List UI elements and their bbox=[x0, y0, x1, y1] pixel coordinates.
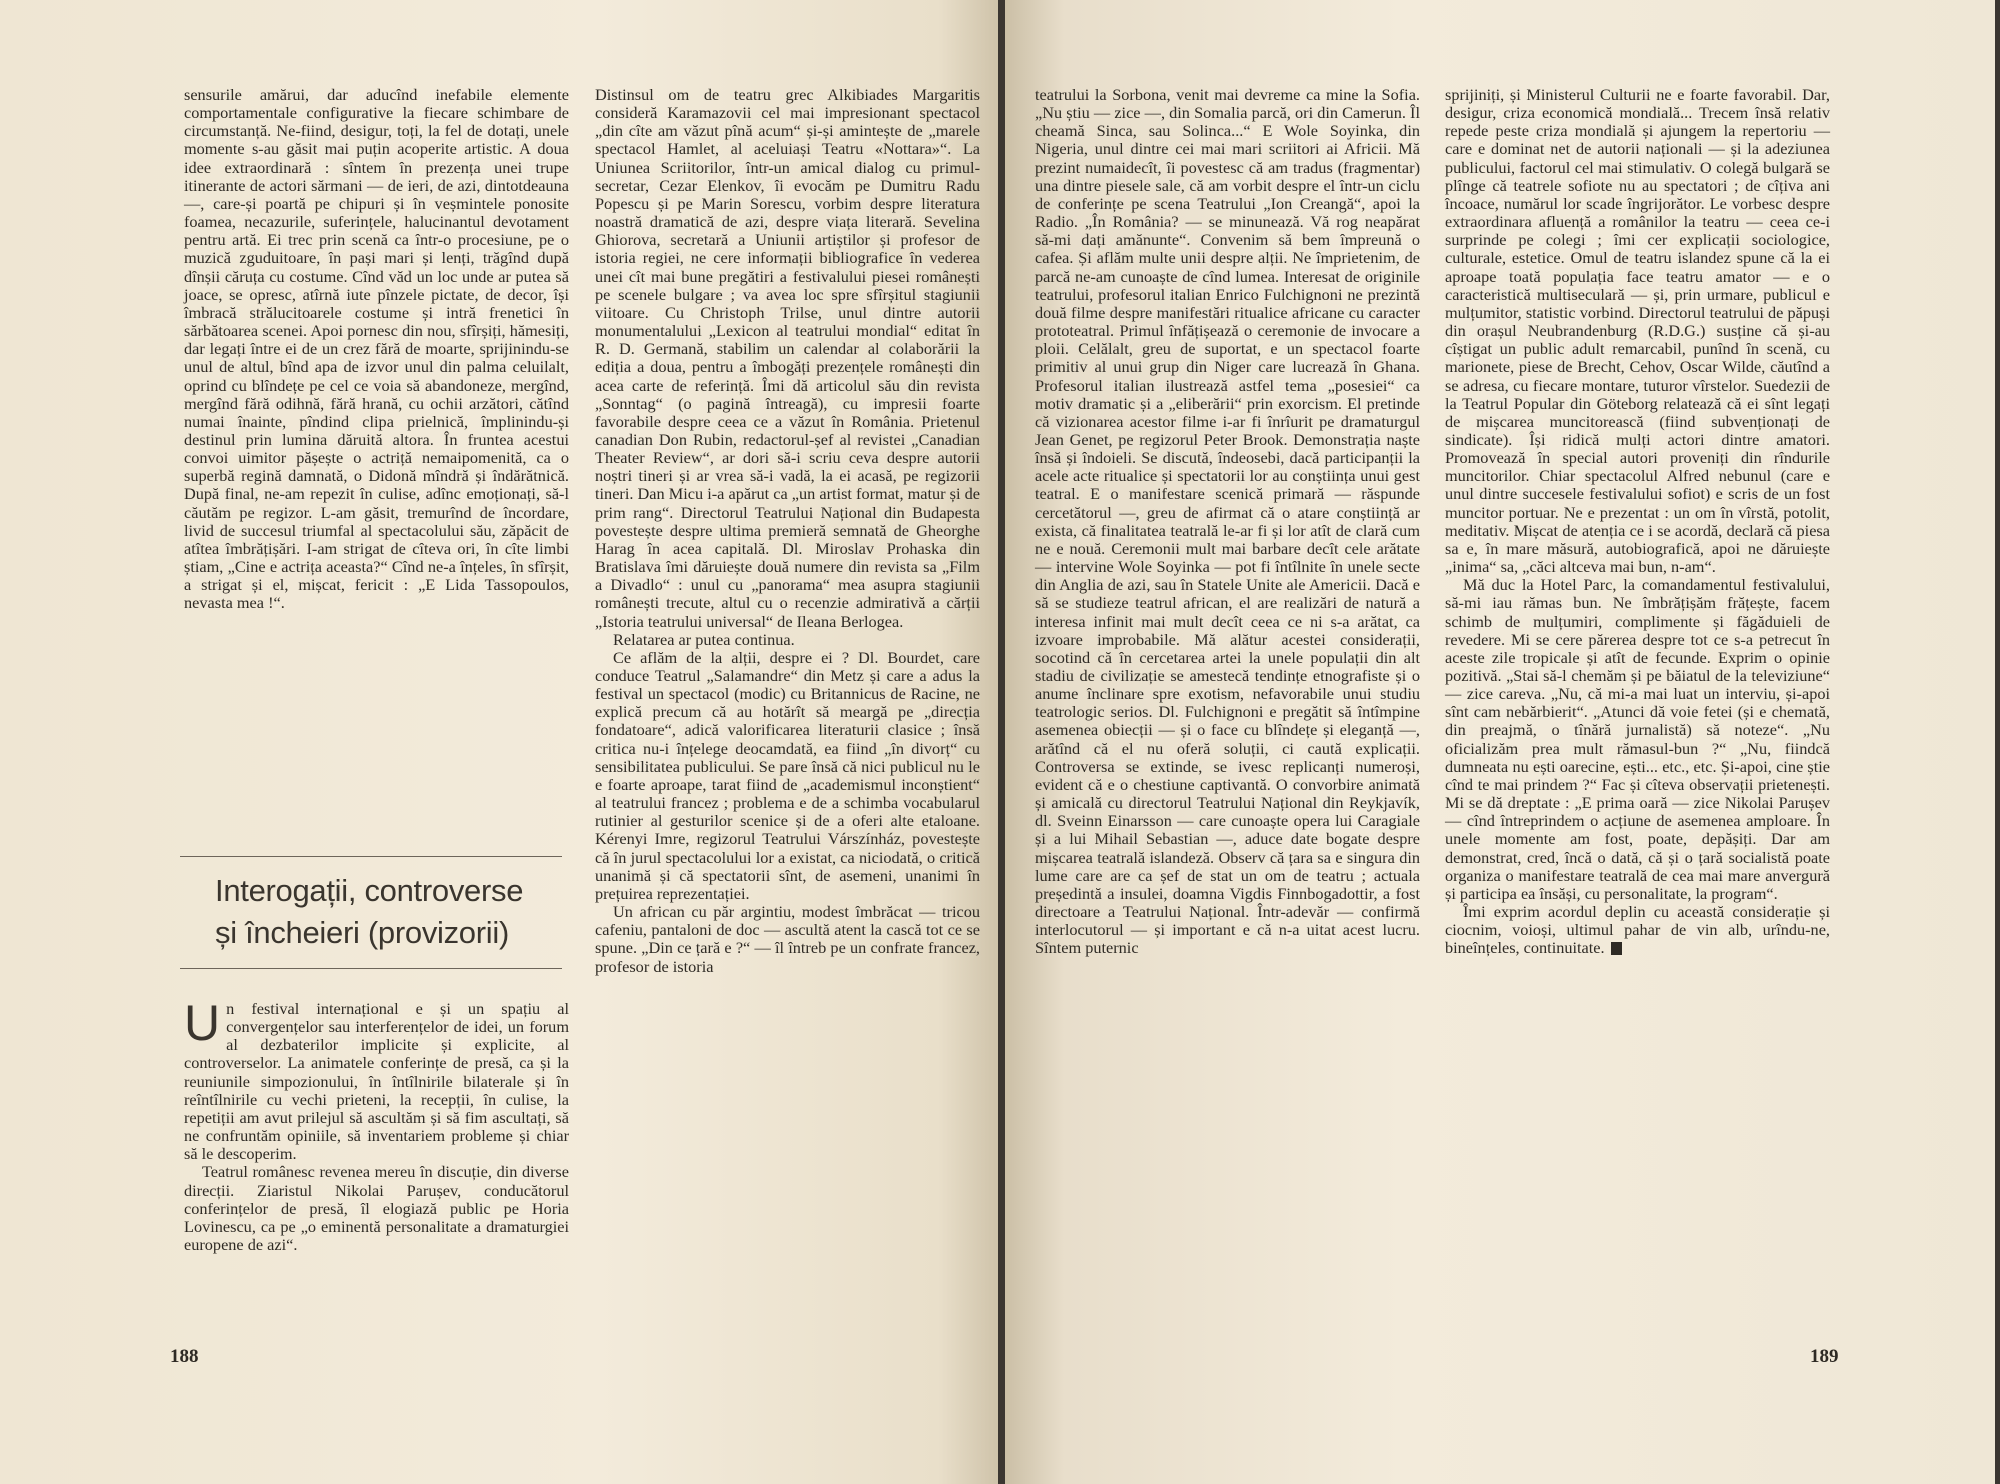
section-rule-bottom bbox=[180, 968, 562, 969]
left-column-2 bbox=[595, 86, 980, 976]
paragraph bbox=[184, 995, 569, 1164]
paragraph: sprijiniți, și Ministerul Culturii ne e foarte favorabil. Dar, desigur, criza economică mondială... Trecem însă relativ repede peste criza mondială și ajungem la repertoriu — care e dominat net de autorii naționali — și la adeziunea publicului, factorul cel mai stimulativ. O colegă bulgară se plînge că teatrele sofiote nu au spectatori ; de cîțiva ani încoace, numărul lor scade îngrijorător. Le vorbesc despre extraordinara afluență a românilor la teatru — ceea ce-i surprinde pe colegi ; îmi cer explicații sociologice, culturale, estetice. Omul de teatru islandez spune că la ei aproape toată populația face teatru amator — e o caracteristică multiseculară — și, prin urmare, publicul e mulțumitor, statistic vorbind. Directorul teatrului de păpuși din orașul Neubrandenburg (R.D.G.) susține că și-au cîștigat un public adult remarcabil, punînd în scenă, cu marionete, piese de Brecht, Cehov, Oscar Wilde, căutînd a se adresa, cu fiecare montare, tuturor vîrstelor. Suedezii de la Teatrul Popular din Göteborg relatează că ei sînt legați de mișcarea muncitorească (fiind subvenționați de sindicate). Își ridică mulți actori dintre amatori. Promovează în special autori proveniți din rîndurile muncitorilor. Chiar spectacolul Alfred nebunul (care e unul dintre succesele festivalului sofiot) e scris de un fost muncitor portuar. Ne e prezentat : un om în vîrstă, potolit, meditativ. Mișcat de atenția ce i se acordă, declară că piesa sa e, în mare măsură, autobiografică, apoi ne dăruiește „inima“ sa, „căci altceva mai bun, n-am“. bbox=[1445, 85, 1830, 577]
paragraph: Un african cu păr argintiu, modest îmbrăcat — tricou cafeniu, pantaloni de doc — ascultă atent la cască tot ce se spune. „Din ce țară e ?“ — îl întreb pe un confrate francez, profesor de istoria bbox=[595, 902, 980, 976]
paragraph bbox=[1445, 903, 1830, 957]
paragraph: teatrului la Sorbona, venit mai devreme ca mine la Sofia. „Nu știu — zice —, din Somalia parcă, ori din Camerun. Îl cheamă Sinca, sau Solinca...“ E Wole Soyinka, din Nigeria, unul dintre cei mai mari scriitori ai Africii. Mă prezint numaidecît, îi povestesc că am tradus (fragmentar) una dintre piesele sale, că am vorbit despre el într-un ciclu de conferințe pe scena Teatrului „Ion Creangă“, apoi la Radio. „În România? — se minunează. Vă rog neapărat să-mi dați amănunte“. Convenim să bem împreună o cafea. Și aflăm multe unii despre alții. Ne împrietenim, de parcă ne-am cunoaște de cînd lumea. Interesat de originile teatrului, profesorul italian Enrico Fulchignoni ne prezintă două filme despre manifestări ritualice africane cu caracter prototeatral. Primul înfățișează o ceremonie de invocare a ploii. Celălalt, greu de suportat, e un spectacol foarte primitiv al unui grup din Niger care lucrează în Ghana. Profesorul italian ilustrează astfel tema „posesiei“ ca motiv dramatic și a „eliberării“ prin exorcism. El pretinde că vizionarea acestor filme i-ar fi înrîurit pe dramaturgul Jean Genet, pe regizorul Peter Brook. Demonstrația naște însă și îndoieli. Se discută, îndeosebi, dacă participanții la acele acte ritualice și spectatorii lor au conștiința unui gest teatral. E o manifestare scenică primară — răspunde cercetătorul —, greu de afirmat că o atare conștiință ar exista, că finalitatea teatrală le-ar fi și lor atît de clară cum ne e nouă. Ceremonii mult mai barbare decît cele arătate — intervine Wole Soyinka — pot fi întîlnite în unele secte din Anglia de azi, sau în Statele Unite ale Americii. Dacă e să se studieze teatrul african, el are realizări de natură a interesa infinit mai mult decît ceea ce ni s-a arătat, ca izvoare improbabile. Mă alătur acestei considerații, socotind că în cercetarea artei la unele populații din alt stadiu de civilizație se amestecă tendințe etnografiste și o anume înclinare spre exotism, nefavorabile unui studiu teatrologic serios. Dl. Fulchignoni e pregătit să întîmpine asemenea obiecții — și o face cu blîndețe și eleganță —, arătînd că el nu oferă soluții, ci caută explicații. Controversa se extinde, se ivesc replicanți numeroși, evident că e o chestiune captivantă. O convorbire animată și amicală cu directorul Teatrului Național din Reykjavík, dl. Sveinn Einarsson — care cunoaște opera lui Caragiale și a lui Mihail Sebastian —, aduce date bogate despre mișcarea teatrală islandeză. Observ că țara sa e singura din lume care are ca șef de stat un om de teatru ; actuala președintă a insulei, doamna Vigdis Finnbogadottir, a fost directoare a Teatrului Național. Într-adevăr — confirmă interlocutorul — și important e că n-a uitat acest lucru. Sîntem puternic bbox=[1035, 85, 1420, 958]
right-column-1 bbox=[1035, 86, 1420, 958]
end-mark-icon bbox=[1611, 942, 1622, 955]
left-column-1 bbox=[184, 86, 569, 613]
drop-cap: U bbox=[184, 995, 221, 1051]
section-rule-top bbox=[180, 856, 562, 857]
left-column-1-section bbox=[184, 995, 569, 1255]
paragraph: Ce aflăm de la alții, despre ei ? Dl. Bourdet, care conduce Teatrul „Salamandre“ din Metz și care a adus la festival un spectacol (modic) cu Britannicus de Racine, ne explică precum că au hotărît să meargă pe „direcția fondatoare“, adică valorificarea literaturii clasice ; însă critica nu-i înțelege deocamdată, ea fiind „în divorț“ cu sensibilitatea publicului. Se pare însă că nici publicul nu le e foarte aproape, tarat fiind de „academismul inconștient“ al teatrului francez ; problema e de a schimba vocabularul rutinier al gesturilor scenice și de a oferi alte etaloane. Kérenyi Imre, regizorul Teatrului Várszínház, povestește că în jurul spectacolului lor a existat, ca niciodată, o critică unanimă și că spectatorii sînt, de asemeni, unanimi în prețuirea reprezentației. bbox=[595, 647, 980, 903]
paragraph: Teatrul românesc revenea mereu în discuție, din diverse direcții. Ziaristul Nikolai Parușev, conducătorul conferințelor de presă, îl elogiază public pe Horia Lovinescu, ca pe „o eminentă personalitate a dramaturgiei europene de azi“. bbox=[184, 1162, 569, 1255]
right-column-2 bbox=[1445, 86, 1830, 958]
paragraph: Distinsul om de teatru grec Alkibiades Margaritis consideră Karamazovii cel mai impresionant spectacol „din cîte am văzut pînă acum“ și-și amintește de „marele spectacol Hamlet, al aceluiași Teatru «Nottara»“. La Uniunea Scriitorilor, într-un amical dialog cu primul-secretar, Cezar Elenkov, îi evocăm pe Dumitru Radu Popescu și pe Marin Sorescu, vorbim despre literatura noastră dramatică de azi, despre viața literară. Sevelina Ghiorova, secretară a Uniunii artiștilor și profesor de istoria regiei, ne cere informații bibliografice în vederea unei cît mai bune pregătiri a festivalului piesei românești pe scenele bulgare ; va avea loc spre sfîrșitul stagiunii viitoare. Cu Christoph Trilse, unul dintre autorii monumentalului „Lexicon al teatrului mondial“ editat în R. D. Germană, stabilim un calendar al colaborării la ediția a doua, pentru a îmbogăți prezențele românești din acea carte de referință. Îmi dă articolul său din revista „Sonntag“ (o pagină întreagă), cu impresii foarte favorabile despre ceea ce a văzut în România. Prietenul canadian Don Rubin, redactorul-șef al revistei „Canadian Theater Review“, ar dori să-i scriu ceva despre autorii noștri tineri și ar vrea să-i vadă, la ei acasă, pe regizorii tineri. Dan Micu i-a apărut ca „un artist format, matur și de prim rang“. Directorul Teatrului Național din Budapesta povestește despre ultima premieră semnată de Gheorghe Harag în acea capitală. Dl. Miroslav Prohaska din Bratislava îmi dăruiește două numere din revista sa „Film a Divadlo“ : unul cu „panorama“ mea asupra stagiunii românești trecute, altul cu o recenzie admirativă a cărții „Istoria teatrului universal“ de Ileana Berlogea. bbox=[595, 85, 980, 631]
paragraph: sensurile amărui, dar aducînd inefabile elemente comportamentale configurative la fiecare schimbare de circumstanță. Ne-fiind, desigur, toți, la fel de dotați, unele momente s-au găsit mai puțin acoperite artistic. A doua idee extraordinară : sîntem în prezența unei trupe itinerante de actori sărmani — de ieri, de azi, dintotdeauna —, care-și poartă pe chipuri și în veșmintele ponosite foamea, necazurile, suferințele, halucinantul devotament pentru artă. Ei trec prin scenă ca într-o procesiune, pe o muzică zguduitoare, în pași mari și lenți, trăgînd după dînșii căruța cu costume. Cînd văd un loc unde ar putea să joace, se opresc, atîrnă iute pînzele pictate, de decor, își îmbracă strălucitoarele costume și intră frenetici în sărbătoarea scenei. Apoi pornesc din nou, sfîrșiți, hămesiți, dar legați între ei de un crez fără de moarte, sprijinindu-se unul de altul, bînd apa de izvor unul din palma celuilalt, oprind cu blîndețe pe cel ce voia să abandoneze, mergînd, mergînd fără odihnă, fără hrană, cu ochii arzători, cătînd numai înainte, pîndind clipa prielnică, împlinindu-și destinul prin lumina dăruită altora. În fruntea acestui convoi uimitor pășește o actriță nemaipomenită, ca o superbă regină damnată, o Didonă mîndră și îndărătnică. După final, ne-am repezit în culise, adînc emoționați, să-l căutăm pe regizor. L-am găsit, tremurînd de încordare, livid de succesul triumfal al spectacolului său, zăpăcit de atîtea îmbrățișări. I-am strigat de cîteva ori, în cîte limbi știam, „Cine e actrița aceasta?“ Cînd ne-a înțeles, în sfîrșit, a strigat și el, mișcat, fericit : „E Lida Tassopoulos, nevasta mea !“. bbox=[184, 85, 569, 613]
page-number: 188 bbox=[170, 1346, 199, 1367]
paragraph-text: Îmi exprim acordul deplin cu această considerație și ciocnim, voioși, ultimul pahar de vin alb, urîndu-ne, bineînțeles, continuitate. bbox=[1445, 902, 1830, 958]
paragraph: Relatarea ar putea continua. bbox=[613, 629, 795, 649]
paragraph: Mă duc la Hotel Parc, la comandamentul festivalului, să-mi iau rămas bun. Ne îmbrățișăm frățește, facem schimb de mulțumiri, complimente și făgăduieli de revedere. Mi se cere părerea despre tot ce s-a petrecut în aceste zile tropicale și atît de fecunde. Exprim o opinie pozitivă. „Stai să-l chemăm și pe băiatul de la televiziune“ — zice careva. „Nu, că mi-a mai luat un interviu, și-apoi sînt cam nebărbierit“. „Atunci dă voie fetei (și e chemată, din preajmă, o tînără jurnalistă) să noteze“. „Nu oficializăm prea mult rămasul-bun ?“ „Nu, fiindcă dumneata nu ești oarecine, ești... etc., etc. Și-apoi, cine știe cînd te mai prindem ?“ Fac și cîteva observații prietenești. Mi se dă dreptate : „E prima oară — zice Nikolai Parușev — cînd întreprindem o acțiune de asemenea amploare. În unele momente am fost, poate, depășiți. Dar am demonstrat, cred, încă o dată, că și o țară socialistă poate organiza o manifestare teatrală de cea mai mare anvergură și participa ea însăși, cu personalitate, la program“. bbox=[1445, 575, 1830, 903]
section-heading: Interogații, controverse și încheieri (provizorii) bbox=[215, 873, 524, 950]
paragraph-text: n festival internațional e și un spațiu al convergențelor sau interferențelor de idei, un forum al dezbaterilor implicite și explicite, al controverselor. La animatele conferințe de presă, ca și la reuniunile simpozionului, în întîlnirile bilaterale și în reîntîlnirile cu vechi prieteni, la recepții, în culise, la repetiții am avut prilejul să ascultăm și să fim ascultați, să ne confruntăm opiniile, să inventariem probleme și chiar să le descoperim. bbox=[184, 999, 569, 1164]
page-number: 189 bbox=[1810, 1346, 1839, 1367]
right-page bbox=[1005, 0, 1995, 1484]
left-page bbox=[0, 0, 998, 1484]
